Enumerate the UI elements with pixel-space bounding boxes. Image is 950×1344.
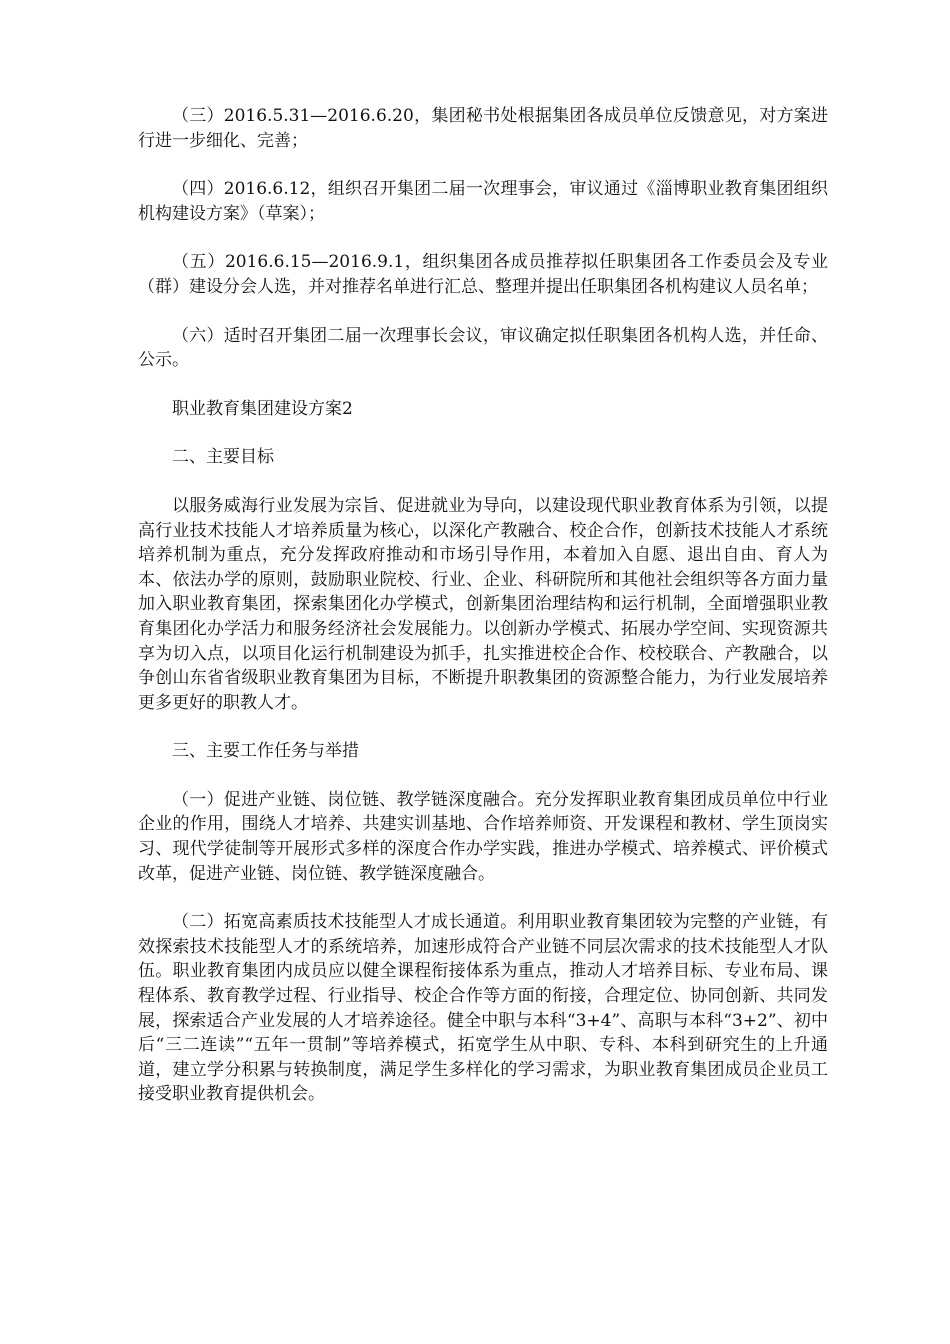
section-title-plan-2: 职业教育集团建设方案2: [172, 398, 353, 419]
paragraph-step-three: （三）2016.5.31—2016.6.20，集团秘书处根据集团各成员单位反馈意见，对方案进行进一步细化、完善；: [138, 106, 828, 151]
paragraph-step-five: （五）2016.6.15—2016.9.1，组织集团各成员推荐拟任职集团各工作委员会及专业（群）建设分会人选，并对推荐名单进行汇总、整理并提出任职集团各机构建议人员名单；: [138, 252, 828, 297]
paragraph-step-six: （六）适时召开集团二届一次理事长会议，审议确定拟任职集团各机构人选，并任命、公示。: [138, 325, 828, 371]
paragraph-step-four: （四）2016.6.12，组织召开集团二届一次理事会，审议通过《淄博职业教育集团组织机构建设方案》（草案）；: [138, 179, 828, 224]
paragraph-task-two: （二）拓宽高素质技术技能型人才成长通道。利用职业教育集团较为完整的产业链，有效探索技术技能型人才的系统培养，加速形成符合产业链不同层次需求的技术技能型人才队伍。职业教育集团内成员应以健全课程衔接体系为重点，推动人才培养目标、专业布局、课程体系、教育教学过程、行业指导、校企合作等方面的衔接，合理定位、协同创新、共同发展，探索适合产业发展的人才培养途径。健全中职与本科“3+4”、高职与本科“3+2”、初中后“三二连读”“五年一贯制”等培养模式，拓宽学生从中职、专科、本科到研究生的上升通道，建立学分积累与转换制度，满足学生多样化的学习需求，为职业教育集团成员企业员工接受职业教育提供机会。: [138, 912, 828, 1105]
paragraph-task-one: （一）促进产业链、岗位链、教学链深度融合。充分发挥职业教育集团成员单位中行业企业的作用，围绕人才培养、共建实训基地、合作培养师资、开发课程和教材、学生顶岗实习、现代学徒制等开展形式多样的深度合作办学实践，推进办学模式、培养模式、评价模式改革，促进产业链、岗位链、教学链深度融合。: [138, 789, 828, 884]
heading-main-goals: 二、主要目标: [172, 447, 274, 468]
document-body: [138, 104, 828, 1131]
heading-main-tasks: 三、主要工作任务与举措: [172, 741, 359, 762]
paragraph-goals-body: 以服务威海行业发展为宗旨、促进就业为导向，以建设现代职业教育体系为引领，以提高行业技术技能人才培养质量为核心，以深化产教融合、校企合作，创新技术技能人才系统培养机制为重点，充分发挥政府推动和市场引导作用，本着加入自愿、退出自由、育人为本、依法办学的原则，鼓励职业院校、行业、企业、科研院所和其他社会组织等各方面力量加入职业教育集团，探索集团化办学模式，创新集团治理结构和运行机制，全面增强职业教育集团化办学活力和服务经济社会发展能力。以创新办学模式、拓展办学空间、实现资源共享为切入点，以项目化运行机制建设为抓手，扎实推进校企合作、校校联合、产教融合，以争创山东省省级职业教育集团为目标，不断提升职教集团的资源整合能力，为行业发展培养更多更好的职教人才。: [138, 495, 828, 713]
